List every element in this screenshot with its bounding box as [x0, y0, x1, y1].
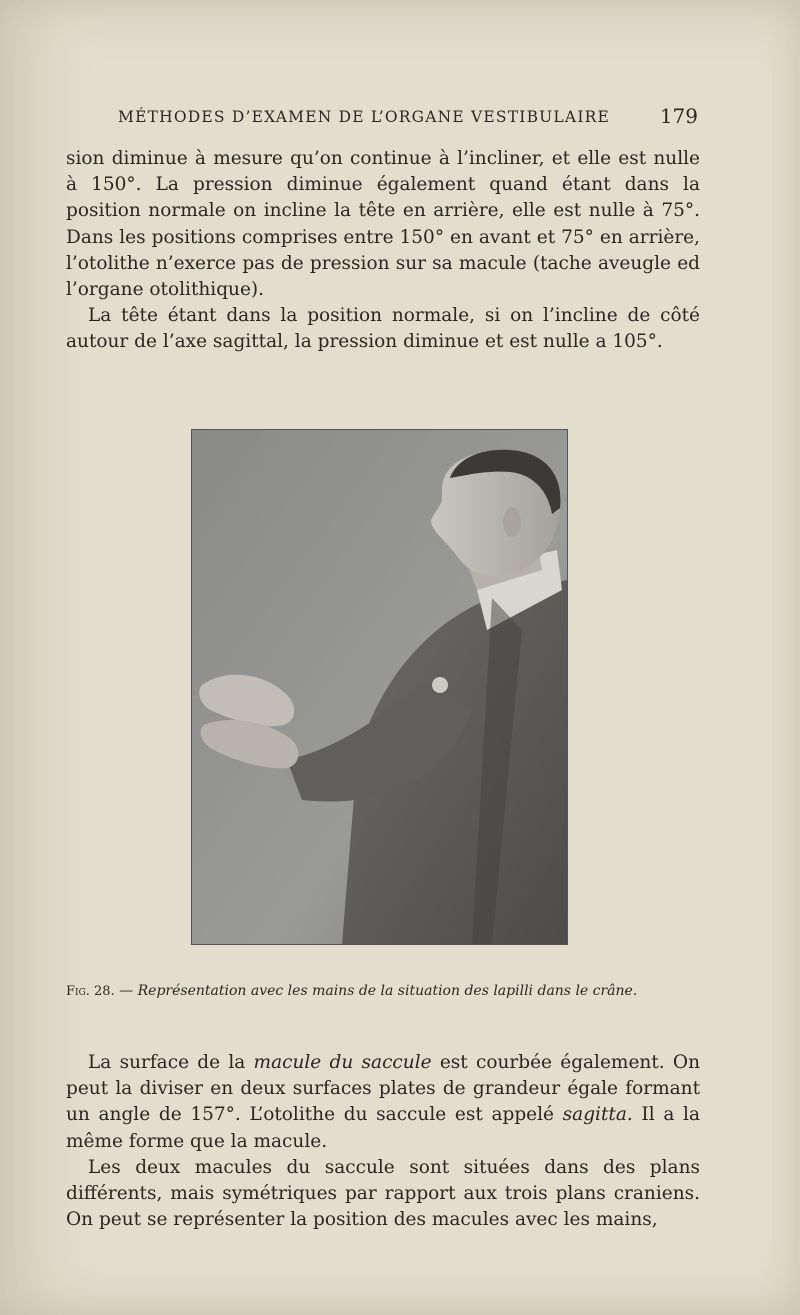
text-run: La surface de la [88, 1052, 254, 1073]
figure-caption: Fig. 28. — Représentation avec les mains de la situation des lapilli dans le crâne. [66, 983, 638, 999]
figure-label: Fig. 28. [66, 984, 115, 999]
italic-term-macule-du-saccule: macule du saccule [253, 1052, 432, 1073]
paragraph: La tête étant dans la position normale, si on l’incline de côté autour de l’axe sagittal, la pression diminue et est nulle a 105°. [66, 305, 700, 353]
page-number: 179 [659, 104, 698, 128]
figure-photograph [191, 429, 568, 945]
text-run: Il a la même forme que la macule. [66, 1104, 700, 1152]
photo-man-demonstrating-hands [192, 430, 567, 944]
paragraph: sion diminue à mesure qu’on continue à l’incliner, et elle est nulle à 150°. La pression diminue également quand étant dans la position normale on incline la tête en arrière, elle est nulle à 75°. Dans les positions comprises entre 150° en avant et 75° en arrière, l’otolithe n’exerce pas de pression sur sa macule (tache aveugle ed l’organe otolithique). [66, 148, 700, 301]
text-run: est courbée également. On peut la diviser en deux surfaces plates de grandeur égale formant un angle de 157°. L’otolithe du saccule est appelé [66, 1052, 700, 1126]
top-text-block [66, 146, 700, 356]
paragraph: Les deux macules du saccule sont situées dans des plans différents, mais symétriques par rapport aux trois plans craniens. On peut se représenter la position des macules avec les mains, [66, 1156, 700, 1231]
bottom-text-block [66, 1050, 700, 1233]
italic-term-sagitta: sagitta. [562, 1104, 633, 1126]
paragraph [66, 1050, 700, 1155]
running-head [118, 104, 700, 130]
running-title: MÉTHODES D’EXAMEN DE L’ORGANE VESTIBULAIRE [118, 108, 611, 126]
figure-caption-text: Représentation avec les mains de la situation des lapilli dans le crâne. [137, 983, 638, 999]
